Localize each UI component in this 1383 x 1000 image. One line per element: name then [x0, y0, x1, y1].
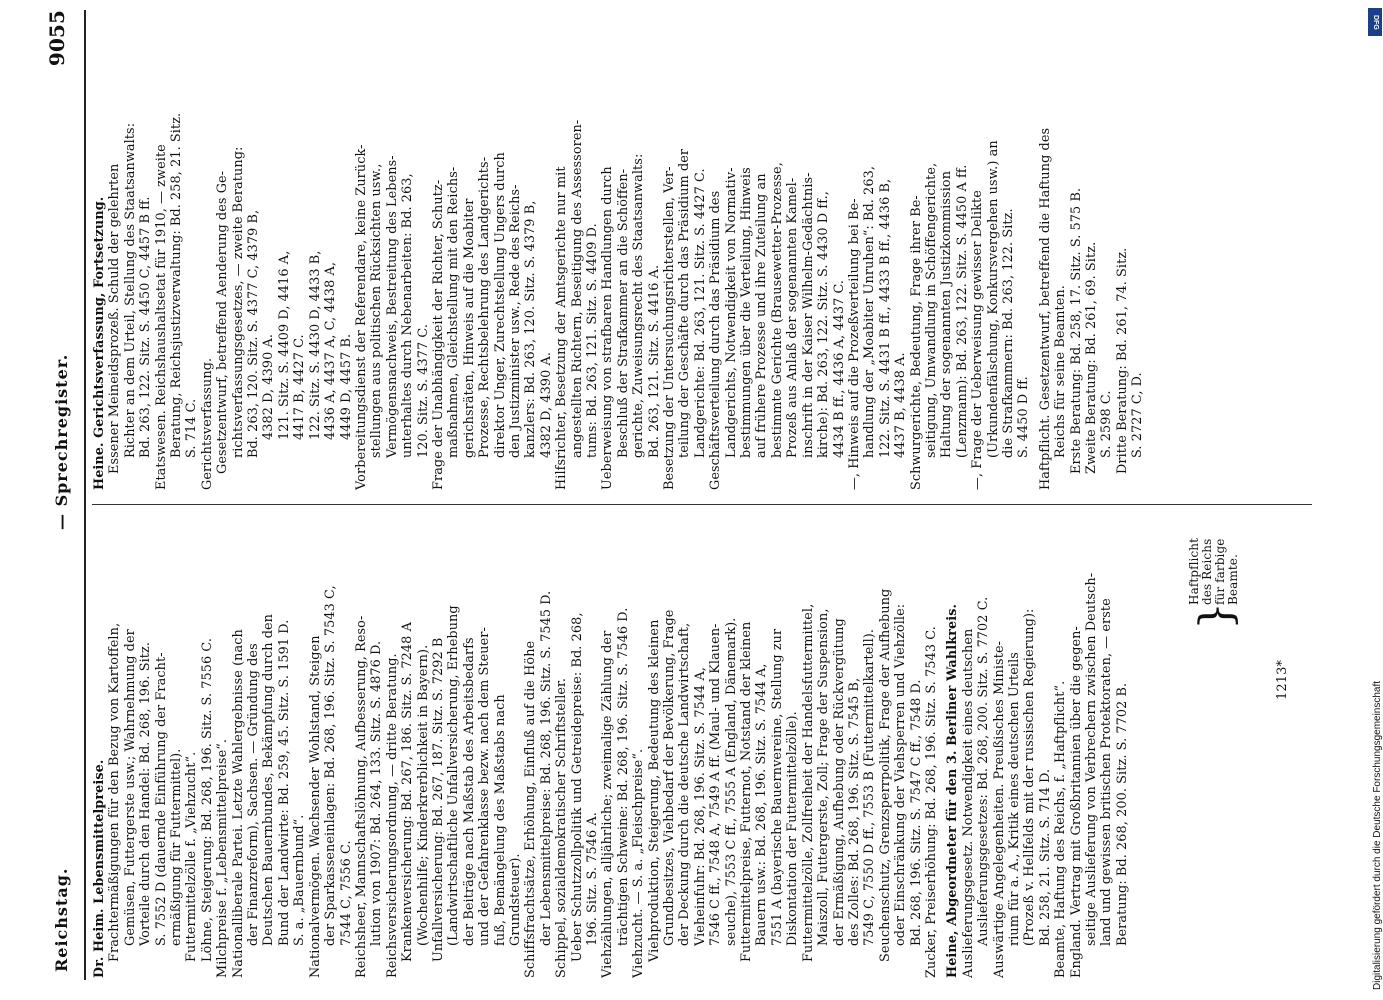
index-line: Beschluß der Strafkammer an die Schöffen- [615, 168, 631, 458]
index-line: seitigung, Umwandlung in Schöffengerichte, [923, 162, 939, 458]
index-line: den Justizminister usw., Rede des Reichs- [507, 184, 523, 458]
header-section-title: — Sprechregister. [52, 353, 71, 530]
index-line: Nationalliberale Partei. Letzte Wahlergebnisse (nach [230, 629, 246, 978]
index-line: Prozeß aus Anlaß der sogenannten Kamel- [785, 177, 801, 458]
index-line: Auswärtige Angelegenheiten. Preußisches Ministe- [991, 640, 1007, 978]
brace-glyph: } [1191, 601, 1242, 630]
index-line: kanzlers: Bd. 263, 120. Sitz. S. 4379 B, [523, 200, 539, 458]
index-line: Krankenversicherung: Bd. 267, 186. Sitz. S. 7248 A [400, 622, 416, 962]
page-header [45, 0, 80, 1000]
index-line: Haftpflicht. Gesetzentwurf, betreffend die Haftung des [1037, 127, 1053, 490]
brace-note-line: für farbige [1213, 538, 1227, 605]
index-line: Essener Meineidsprozeß. Schuld der gelehrten [107, 163, 123, 474]
index-line: der Lebensmittelpreise: Bd. 268, 196. Sitz. S. 7545 D. [538, 590, 554, 946]
index-line: land und gewissen britischen Protektoraten, — erste [1099, 598, 1115, 946]
index-line: Ueberweisung von strafbaren Handlungen durch [600, 166, 616, 490]
index-line: maßnahmen, Gleichstellung mit den Reichs- [446, 166, 462, 458]
index-line: S. 2598 C. [1099, 390, 1115, 458]
index-line: Auslieferungsgesetz. Notwendigkeit eines deutschen [960, 628, 976, 978]
index-line: und der Gefahrenklasse bezw. nach dem Steuer- [477, 627, 493, 946]
index-line: Gemüsen, Futtergerste usw.; Wahrnehmung der [122, 629, 138, 946]
index-line: Löhne, Steigerung: Bd. 268, 196. Sitz. S. 7556 C. [199, 637, 215, 962]
left-column [92, 508, 1130, 978]
index-line: richtsverfassungsgesetzes, — zweite Beratung: [230, 146, 246, 458]
index-line: Schwurgerichte, Bedeutung, Frage ihrer Be- [908, 195, 924, 490]
index-line: Reichsversicherungsordnung, — dritte Beratung. [384, 653, 400, 978]
index-line: Vorteile durch den Handel: Bd. 268, 196. Sitz. [138, 641, 154, 946]
index-line: (Wochenhilfe; Kinderkrerblichkeit in Bayern). [415, 644, 431, 946]
index-line: Richter an dem Urteil, Stellung des Staatsanwalts: [122, 122, 138, 458]
index-line: Bd. 263, 122. Sitz. S. 4450 C, 4457 B ff. [138, 196, 154, 458]
index-line: Diskontation der Futtermittelzölle). [785, 711, 801, 946]
index-line: kirche): Bd. 263, 122. Sitz. S. 4430 D ff., [816, 191, 832, 458]
index-line: 4382 D, 4390 A. [261, 333, 277, 440]
index-line: Erste Beratung: Bd. 258, 17. Sitz. S. 575 B. [1068, 187, 1084, 474]
index-line: fuß, Bemängelung des Maßstabs nach [492, 694, 508, 946]
index-line: direktor Unger, Zurechtstellung Ungers durch [492, 152, 508, 458]
index-line: Nationalvermögen. Wachsender Wohlstand, Steigen [307, 635, 323, 978]
index-line: Frachtermäßigungen für den Bezug von Kartoffeln, [107, 622, 123, 962]
index-line: (Lenzmann): Bd. 263, 122. Sitz. S. 4450 A ff. [954, 164, 970, 458]
index-line: Bd. 258, 21. Sitz. S. 714 D. [1037, 768, 1053, 946]
page-number: 9055 [45, 10, 69, 67]
index-line: trächtigen Schweine: Bd. 268, 196. Sitz. S. 7546 D. [615, 607, 631, 946]
index-line: Grundbesitzes, Viehbedarf der Bevölkerung, Frage [662, 609, 678, 946]
index-line: Reichs für seine Beamten. [1053, 285, 1069, 458]
index-line: lution von 1907: Bd. 264, 133. Sitz. S. 4876 D. [369, 640, 385, 946]
index-line: gerichte, Zuweisungsrecht des Staatsanwalts: [631, 153, 647, 458]
header-rule [84, 10, 86, 980]
index-line: seitige Auslieferung von Verbrechern zwischen Deutsch- [1084, 572, 1099, 946]
index-line: der Beiträge nach Maßstab des Arbeitsbedarfs [461, 637, 477, 946]
index-line: der Finanzreform), Sachsen. — Gründung des [246, 643, 262, 946]
index-line: handlung der „Moabiter Unruhen“: Bd. 263, [862, 165, 878, 458]
index-line: angestellten Richtern, Beseitigung des Assessoren- [569, 119, 585, 458]
index-line: teilung der Geschäfte durch das Präsidium der [677, 148, 693, 458]
index-line: Haltung der sogenannten Justizkommission [939, 170, 955, 458]
index-line: die Strafkammern: Bd. 263, 122. Sitz. [1000, 208, 1016, 458]
index-line: Gerichtsverfassung. [199, 357, 215, 490]
index-line: stellungen aus politischen Rücksichten usw., [369, 163, 385, 458]
index-line: Prozesse, Rechtsbelehrung des Landgerichts- [477, 156, 493, 458]
index-line: Viehzucht. — S. a. „Fleischpreise“. [631, 748, 647, 978]
index-line: Maiszoll, Futtergerste, Zoll; Frage der Suspension, [816, 608, 832, 946]
index-line: —, Hinweis auf die Prozeßverteilung bei Be- [846, 198, 862, 490]
index-line: 122. Sitz. S. 4431 B ff., 4433 B ff., 4436 B, [877, 178, 893, 458]
index-line: S. 7552 D (dauernde Einführung der Fracht- [153, 652, 169, 946]
index-line: Vieheinfuhr: Bd. 268, 196. Sitz. S. 7544 A, [692, 667, 708, 946]
index-line: Frage der Unabhängigkeit der Richter, Schutz- [430, 179, 446, 490]
index-line: (Urkundenfälschung, Konkursvergehen usw.) an [985, 140, 1001, 458]
index-line: Bd. 263, 120. Sitz. S. 4377 C, 4379 B, [246, 209, 262, 458]
index-line: Schippel, sozialdemokratischer Schriftsteller. [554, 677, 570, 978]
index-line: S. 4450 D ff. [1016, 376, 1032, 458]
index-line: Auslieferungsgesetzes: Bd. 268, 200. Sitz. S. 7702 C. [976, 596, 992, 946]
index-line: S. 2727 C, D. [1130, 372, 1146, 458]
brace-note [1188, 538, 1240, 605]
index-line: Deutschen Bauernbundes, Bekämpfung durch den [261, 613, 277, 946]
index-line: Reichsheer, Mannschaftslöhnung, Aufbesserung, Reso- [353, 615, 369, 978]
index-line: Landgerichte: Bd. 263, 121. Sitz. S. 4427 C. [692, 168, 708, 458]
dfg-logo: DFG [1368, 8, 1382, 36]
index-line: bestimmungen über die Verteilung, Hinweis [739, 167, 755, 458]
index-line: ermäßigung für Futtermittel). [169, 748, 185, 946]
index-line: 4436 A, 4437 A, C, 4438 A, [323, 261, 339, 440]
index-line: tums: Bd. 263, 121. Sitz. S. 4409 D. [585, 223, 600, 458]
index-line: Dritte Beratung: Bd. 261, 74. Sitz. [1114, 247, 1130, 474]
index-line: der Ermäßigung, Aufhebung oder Rückvergütung [831, 618, 847, 946]
index-line: Beratung, Reichsjustizverwaltung: Bd. 258, 21. Sitz. [169, 112, 185, 458]
index-line: Vorbereitungsdienst der Referendare, keine Zurück- [353, 144, 369, 490]
index-line: England. Vertrag mit Großbritannien über die gegen- [1068, 626, 1084, 978]
index-line: Futtermittelzölle f. „Viehzucht“. [184, 751, 200, 962]
index-line: (Prozeß v. Hellfelds mit der russischen Regierung): [1022, 608, 1038, 946]
index-line: Gesetzentwurf, betreffend Aenderung des Ge- [215, 170, 231, 474]
index-line: 7544 C, 7556 C. [338, 840, 354, 946]
index-line: Beratung: Bd. 268, 200. Sitz. S. 7702 B. [1114, 682, 1130, 946]
index-line: Ueber Schutzzollpolitik und Getreidepreise: Bd. 268, [569, 612, 585, 962]
index-line: 4437 B, 4438 A. [893, 352, 909, 458]
index-line: Heine, Abgeordneter für den 3. Berliner Wahlkreis. [945, 603, 961, 978]
index-line: der Deckung durch die deutsche Landwirtschaft, [677, 622, 693, 946]
index-line: Geschäftsverteilung durch das Präsidium des [708, 190, 724, 490]
index-line: 7549 C, 7550 D ff., 7553 B (Futtermittelkartell). [862, 628, 878, 946]
index-line: auf frühere Prozesse und ihre Zuteilung an [754, 173, 770, 458]
index-line: —, Frage der Ueberweisung gewisser Delikte [970, 190, 986, 490]
index-line: Dr. Heim. Lebensmittelpreise. [92, 759, 107, 978]
header-left-title: Reichstag. [52, 867, 71, 972]
index-line: S. 714 C. [184, 398, 200, 458]
index-line: Landgerichts, Notwendigkeit von Normativ- [723, 167, 739, 458]
index-line: 7551 A (bayerische Bauernvereine, Stellung zur [769, 628, 785, 946]
index-line: gerichsräten, Hinweis auf die Moabiter [461, 198, 477, 458]
index-line: Viehproduktion, Steigerung, Bedeutung des kleinen [646, 619, 662, 962]
index-line: Futtermittelzölle, Zollfreiheit der Handelsfuttermittel, [800, 603, 816, 962]
brace-note-line: des Reichs [1200, 538, 1214, 605]
index-line: 121. Sitz. S. 4409 D, 4416 A, [276, 250, 292, 440]
index-line: Beamte, Haftung des Reichs, f. „Haftpflicht“. [1053, 680, 1069, 978]
footnote-mark: 1213* [1275, 659, 1290, 700]
index-line: Unfallversicherung: Bd. 267, 187. Sitz. S. 7292 B [430, 637, 446, 962]
index-line: Viehzählungen, alljährliche; zweimalige Zählung der [600, 630, 616, 978]
index-line: Vermögensnachweis, Bestreitung des Lebens- [384, 155, 400, 458]
index-line: 4417 B, 4427 C. [292, 334, 308, 440]
digitisation-note: Digitalisierung gefördert durch die Deutsche Forschungsgemeinschaft [1372, 680, 1383, 990]
index-line: 120. Sitz. S. 4377 C. [415, 323, 431, 458]
index-line: Heine. Gerichtsverfassung, Fortsetzung. [92, 196, 107, 490]
index-line: 4382 D, 4390 A. [538, 351, 554, 458]
index-line: Bauern usw.: Bd. 268, 196. Sitz. S. 7544 A, [754, 663, 770, 946]
index-line: S. a. „Bauernbund“. [292, 814, 308, 946]
brace-note-line: Haftpflicht [1187, 537, 1201, 605]
index-line: Zucker, Preiserhöhung: Bd. 268, 196. Sitz. S. 7543 C. [923, 626, 939, 978]
index-line: der Sparkasseneinlagen: Bd. 268, 196. Sitz. S. 7543 C, [323, 585, 339, 946]
index-line: bestimmte Gerichte (Brausewetter-Prozesse, [769, 162, 785, 458]
index-line: 4449 D, 4457 B. [338, 333, 354, 440]
index-line: Milchpreise f. „Lebensmittelpreise“. [215, 738, 231, 978]
index-line: Bund der Landwirte: Bd. 259, 45. Sitz. S. 1591 D. [276, 619, 292, 946]
index-line: Bd. 263, 121. Sitz. S. 4416 A. [646, 264, 662, 458]
index-line: Etatswesen. Reichshaushaltsetat für 1910, — zweite [153, 144, 169, 490]
index-line: 122. Sitz. S. 4430 D, 4433 B, [307, 250, 323, 440]
index-line: Hilfsrichter, Besetzung der Amtsgerichte nur mit [554, 166, 570, 490]
index-line: Zweite Beratung: Bd. 261, 69. Sitz. [1084, 241, 1099, 474]
index-line: 7546 C ff., 7548 A, 7549 A ff. (Maul- und Klauen- [708, 623, 724, 946]
index-line: seuche), 7553 C ff., 7555 A (England, Dänemark). [723, 617, 739, 946]
index-line: Besetzung der Untersuchungsrichterstellen, Ver- [662, 166, 678, 490]
index-line: inschrift in der Kaiser Wilhelm-Gedächtnis- [800, 172, 816, 458]
index-line: Bd. 268, 196. Sitz. S. 7547 C ff., 7548 D. [908, 679, 924, 946]
rotated-page [40, 0, 1340, 1000]
index-line: Schiffsfrachtsätze, Erhöhung, Einfluß auf die Höhe [523, 640, 539, 978]
index-line: (Landwirtschaftliche Unfallversicherung, Erhebung [446, 605, 462, 946]
index-line: Futtermittelpreise, Futternot, Notstand der kleinen [739, 621, 755, 962]
index-line: 196. Sitz. S. 7546 A. [585, 812, 600, 946]
index-line: oder Einschränkung der Viehsperren und Viehzölle: [893, 603, 909, 946]
index-line: 4434 B ff., 4436 A, 4437 C. [831, 279, 847, 458]
index-line: des Zolles: Bd. 268, 196. Sitz. S. 7545 B, [846, 677, 862, 946]
index-line: Grundsteuer). [507, 853, 523, 946]
index-line: unterhaltes durch Nebenarbeiten: Bd. 263, [400, 173, 416, 458]
right-column [92, 20, 1146, 490]
index-line: rium für a. A., Kritik eines deutschen Urteils [1006, 652, 1022, 946]
index-line: Seuchenschutz, Grenzsperrpolitik, Frage der Aufhebung [877, 588, 893, 962]
brace-note-line: Beamte. [1226, 554, 1240, 605]
column-divider [92, 504, 1312, 505]
